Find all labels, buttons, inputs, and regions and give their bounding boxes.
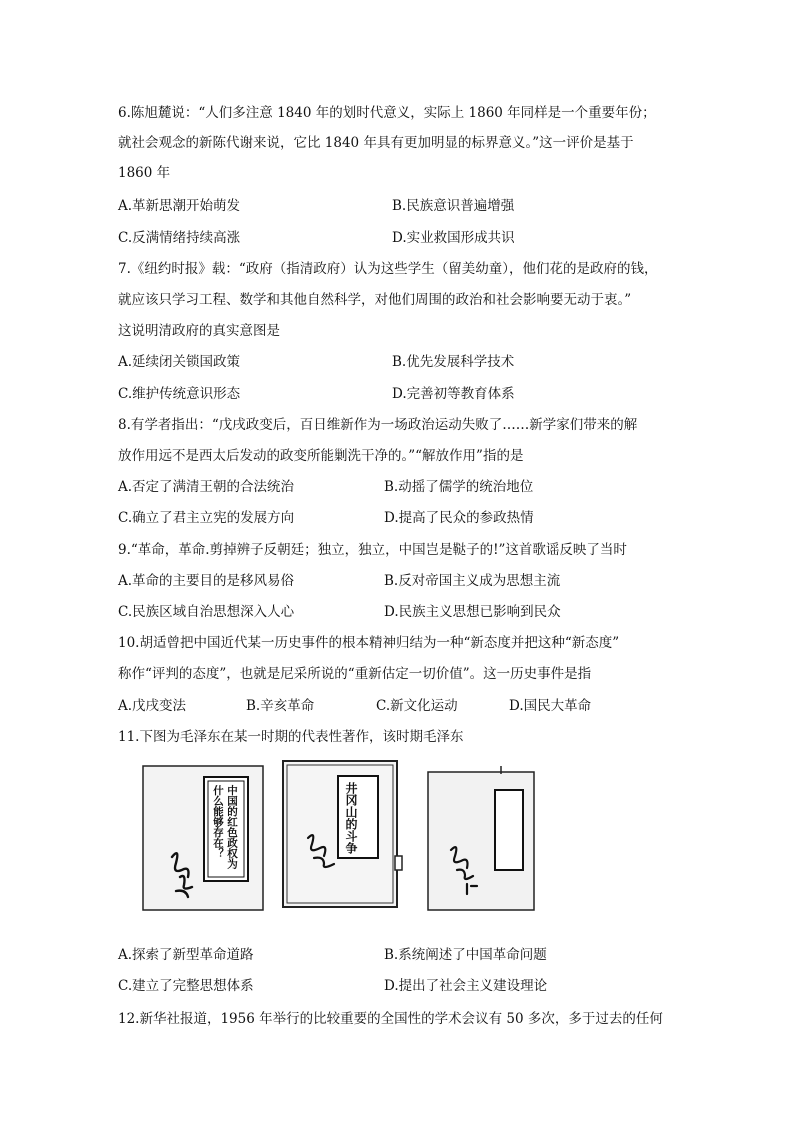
q9-option-b[interactable]: B.反对帝国主义成为思想主流 [384,573,561,589]
book-cover-3 [427,766,537,912]
q8-line-2: 放作用远不是西太后发动的政变所能剿洗干净的。”“解放作用”指的是 [118,448,524,464]
q6-option-b[interactable]: B.民族意识普遍增强 [392,198,515,214]
q9-option-d[interactable]: D.民族主义思想已影响到民众 [384,604,561,620]
q8-option-b[interactable]: B.动摇了儒学的统治地位 [384,479,534,495]
q7-option-d[interactable]: D.完善初等教育体系 [392,386,515,402]
q8-line-1: 8.有学者指出：“戊戌政变后，百日维新作为一场政治运动失败了……新学家们带来的解 [118,417,638,433]
q8-option-c[interactable]: C.确立了君主立宪的发展方向 [118,510,295,526]
book-cover-2-graphic [282,760,404,910]
q6-option-d[interactable]: D.实业救国形成共识 [392,230,515,246]
q10-line-1: 10.胡适曾把中国近代某一历史事件的根本精神归结为一种“新态度并把这种“新态度” [118,635,620,651]
q8-option-d[interactable]: D.提高了民众的参政热情 [384,510,534,526]
q11-option-c[interactable]: C.建立了完整思想体系 [118,978,254,994]
book-cover-1-graphic [142,765,264,911]
q7-option-a[interactable]: A.延续闭关锁国政策 [118,354,241,370]
q9-option-c[interactable]: C.民族区域自治思想深入人心 [118,604,295,620]
q6-line-1: 6.陈旭麓说：“人们多注意 1840 年的划时代意义，实际上 1860 年同样是一个重要年份； [118,105,656,121]
q7-line-3: 这说明清政府的真实意图是 [118,323,280,339]
q6-option-a[interactable]: A.革新思潮开始萌发 [118,198,241,214]
q11-line-1: 11.下图为毛泽东在某一时期的代表性著作，该时期毛泽东 [118,729,464,745]
q6-line-3: 1860 年 [118,165,171,181]
book-1-title: 中国的红色政权为什么能够存在？ [212,785,238,869]
q11-option-d[interactable]: D.提出了社会主义建设理论 [384,978,548,994]
q11-option-a[interactable]: A.探索了新型革命道路 [118,947,254,963]
q9-line-1: 9.“革命，革命.剪掉辨子反朝廷；独立，独立，中国岂是鞑子的!”这首歌谣反映了当时 [118,542,627,558]
q6-option-c[interactable]: C.反满情绪持续高涨 [118,230,241,246]
q7-option-b[interactable]: B.优先发展科学技术 [392,354,515,370]
book-cover-2 [282,760,404,910]
q9-option-a[interactable]: A.革命的主要目的是移风易俗 [118,573,295,589]
q10-option-d[interactable]: D.国民大革命 [509,698,592,714]
q7-option-c[interactable]: C.维护传统意识形态 [118,386,241,402]
q10-line-2: 称作“评判的态度”，也就是尼采所说的“重新估定一切价值”。这一历史事件是指 [118,666,592,682]
book-2-title: 井冈山的斗争 [344,782,358,854]
book-cover-1 [142,765,264,911]
q10-option-b[interactable]: B.辛亥革命 [246,698,315,714]
q7-line-1: 7.《纽约时报》载：“政府（指清政府）认为这些学生（留美幼童），他们花的是政府的钱， [118,261,658,277]
q7-line-2: 就应该只学习工程、数学和其他自然科学，对他们周围的政治和社会影响要无动于衷。” [118,292,632,308]
q8-option-a[interactable]: A.否定了满清王朝的合法统治 [118,479,295,495]
book-cover-3-graphic [427,766,537,912]
q10-option-a[interactable]: A.戊戌变法 [118,698,187,714]
q6-line-2: 就社会观念的新陈代谢来说，它比 1840 年具有更加明显的标界意义。”这一评价是基于 [118,135,634,151]
q10-option-c[interactable]: C.新文化运动 [376,698,458,714]
book-covers-figure [142,760,642,912]
q12-line-1: 12.新华社报道，1956 年举行的比较重要的全国性的学术会议有 50 多次，多于过去的任何 [118,1011,663,1027]
q11-option-b[interactable]: B.系统阐述了中国革命问题 [384,947,547,963]
